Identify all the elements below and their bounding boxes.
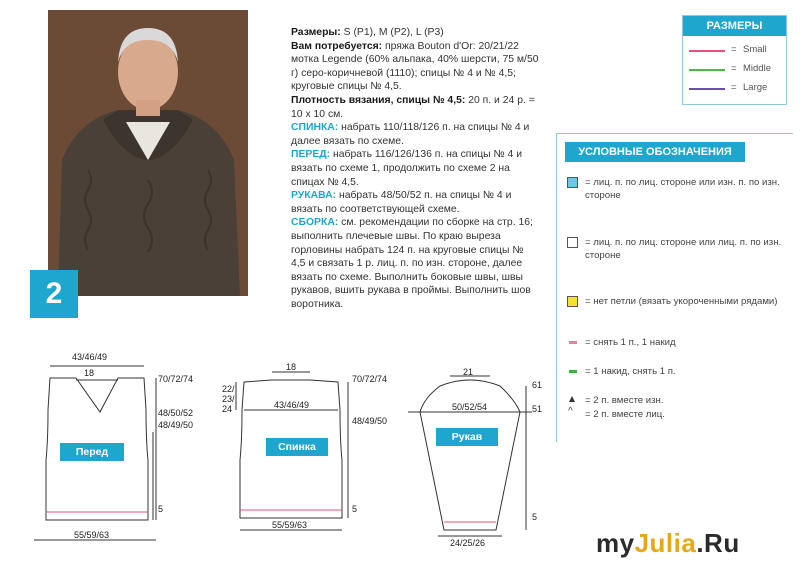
front-top-width: 43/46/49 [72, 352, 108, 362]
caret-up-icon: ^ [568, 406, 573, 417]
front-rib-height: 5 [158, 504, 164, 514]
front-height-total: 70/72/74 [158, 374, 194, 384]
materials-paragraph: Вам потребуется: пряжа Bouton d'Or: 20/21/22 мотка Legende (60% альпака, 40% шерсти, 75 м/50 г) серо-коричневой (1110); спицы № 4 и № 4,5; круговые спицы № 4,5. [291, 40, 539, 93]
back-shoulder-slope: 22/ 23/ 24 [222, 384, 235, 414]
size-line-large [689, 88, 725, 90]
legend-title: УСЛОВНЫЕ ОБОЗНАЧЕНИЯ [565, 142, 745, 162]
back-paragraph: СПИНКА: набрать 110/118/126 п. на спицы № 4 и далее вязать по схеме. [291, 122, 530, 147]
man-in-sweater-image [48, 10, 248, 296]
sizes-paragraph: Размеры: S (Р1), M (Р2), L (Р3) [291, 27, 444, 38]
yellow-square-icon [567, 296, 578, 307]
pattern-number-badge: 2 [30, 270, 78, 318]
front-bottom-width: 55/59/63 [74, 530, 110, 540]
site-watermark: myJulia.Ru [596, 528, 740, 558]
sleeve-rib-height: 5 [532, 512, 538, 522]
size-row-middle: = Middle [683, 63, 786, 77]
front-piece-label: Перед [60, 443, 124, 461]
legend-item: = лиц. п. по лиц. стороне или изн. п. по изн. стороне [567, 176, 789, 204]
sleeve-height-total: 61 [532, 380, 543, 390]
sleeves-paragraph: РУКАВА: набрать 48/50/52 п. на спицы № 4 и вязать по соответствующей схеме. [291, 190, 512, 215]
sleeve-top-width: 21 [463, 367, 474, 377]
back-height-total: 70/72/74 [352, 374, 388, 384]
back-rib-height: 5 [352, 504, 358, 514]
size-row-small: = Small [683, 44, 786, 58]
blue-square-icon [567, 177, 578, 188]
white-square-icon [567, 237, 578, 248]
legend-item: = нет петли (вязать укороченными рядами) [567, 295, 789, 323]
back-neck-width: 18 [286, 362, 297, 372]
front-height-neck: 48/49/50 [158, 420, 194, 430]
back-height-armhole: 48/49/50 [352, 416, 388, 426]
front-neck-width: 18 [84, 368, 95, 378]
sleeve-piece-label: Рукав [436, 428, 498, 446]
model-photo [48, 10, 248, 296]
size-line-small [689, 50, 725, 52]
back-piece-label: Спинка [266, 438, 328, 456]
front-height-armhole: 48/50/52 [158, 408, 194, 418]
density-paragraph: Плотность вязания, спицы № 4,5: 20 п. и 24 р. = 10 х 10 см. [291, 94, 535, 120]
triangle-up-icon [569, 396, 575, 402]
sizes-box-title: РАЗМЕРЫ [683, 16, 786, 36]
sleeve-width: 50/52/54 [452, 402, 488, 412]
pink-dash-icon [569, 341, 577, 344]
back-bottom-width: 55/59/63 [272, 520, 308, 530]
symbols-legend-box: УСЛОВНЫЕ ОБОЗНАЧЕНИЯ = лиц. п. по лиц. стороне или изн. п. по изн. стороне = лиц. п. по лиц. стороне или лиц. п. по изн. стороне = нет петли (вязать укороченными рядами) = снять 1 п., 1 накид = 1 накид, снять 1 п. = 2 п. вместе изн. ^ = 2 п. вместе лиц. [556, 133, 793, 442]
sleeve-height-cap: 51 [532, 404, 543, 414]
green-dash-icon [569, 370, 577, 373]
size-row-large: = Large [683, 82, 786, 96]
back-top-width: 43/46/49 [274, 400, 310, 410]
assembly-paragraph: СБОРКА: см. рекомендации по сборке на стр. 16; выполнить плечевые швы. По краю выреза горловины набрать 124 п. на круговые спицы № 4,5 и связать 1 р. лиц. п. по изн. стороне, далее вязать по схеме. Выполнить боковые швы, швы рукавов, вшить рукава в проймы. Выполнить шов воротника. [291, 217, 533, 310]
size-line-middle [689, 69, 725, 71]
sleeve-bottom-width: 24/25/26 [450, 538, 486, 548]
instructions-text [291, 26, 539, 311]
sizes-legend-box [682, 15, 787, 105]
garment-schematics [0, 340, 560, 572]
front-paragraph: ПЕРЕД: набрать 116/126/136 п. на спицы № 4 и вязать по схеме 1, продолжить по схеме 2 на спицах № 4,5. [291, 149, 523, 188]
legend-item: = лиц. п. по лиц. стороне или лиц. п. по изн. стороне [567, 236, 789, 264]
